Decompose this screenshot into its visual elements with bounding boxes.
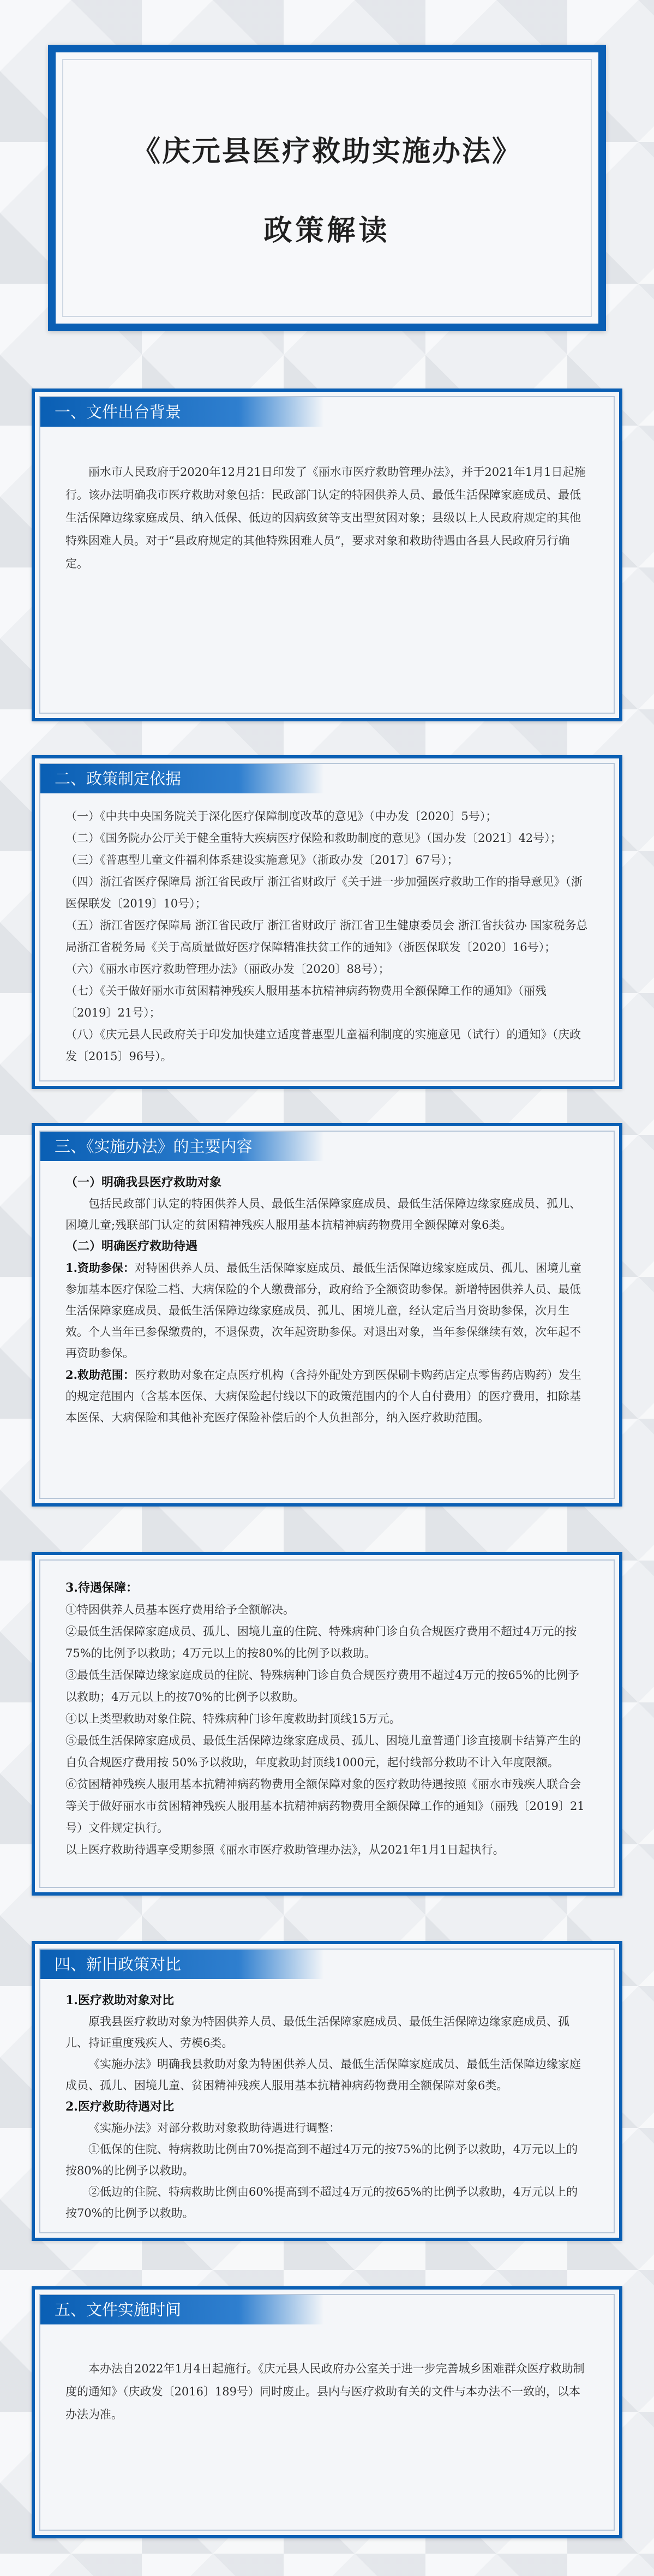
list-item: （六）《丽水市医疗救助管理办法》（丽政办发〔2020〕88号）； [65,963,390,976]
item-label: 1.资助参保： [65,1261,135,1275]
item-text: 医疗救助对象在定点医疗机构（含持外配处方到医保刷卡购药店定点零售药店购药）发生的规定范围内（含基本医保、大病保险起付线以下的政策范围内的个人自付费用）的医疗费用，扣除基本医保、大病保险和其他补充医疗保险补偿后的个人负担部分，纳入医疗救助范围。 [65,1368,581,1424]
list-item: ②最低生活保障家庭成员、孤儿、困境儿童的住院、特殊病种门诊自负合规医疗费用不超过4万元的按75%的比例予以救助；4万元以上的按80%的比例予以救助。 [65,1625,577,1660]
section-body [65,1172,589,1429]
list-item: ④以上类型救助对象住院、特殊病种门诊年度救助封顶线15万元。 [65,1712,401,1725]
section-heading: 三、《实施办法》的主要内容 [40,1132,324,1161]
section-heading: 五、文件实施时间 [40,2295,324,2324]
title-box [48,45,606,331]
subheading: 3.待遇保障： [65,1581,138,1595]
section-body [65,1990,589,2224]
list-item: ⑤最低生活保障家庭成员、最低生活保障边缘家庭成员、孤儿、困境儿童普通门诊直接刷卡结算产生的自负合规医疗费用按 50%予以救助，年度救助封顶线1000元，起付线部分救助不计入年度限额。 [65,1734,581,1769]
list-item: （七）《关于做好丽水市贫困精神残疾人服用基本抗精神病药物费用全额保障工作的通知》（丽残〔2019〕21号）； [65,984,547,1019]
paragraph: 《实施办法》明确我县救助对象为特困供养人员、最低生活保障家庭成员、最低生活保障边缘家庭成员、孤儿、困境儿童、贫困精神残疾人服用基本抗精神病药物费用全额保障对象6类。 [65,2058,581,2092]
page-title: 《庆元县医疗救助实施办法》 [131,135,522,168]
item-text: 对特困供养人员、最低生活保障家庭成员、最低生活保障边缘家庭成员、孤儿、困境儿童参加基本医疗保险二档、大病保险的个人缴费部分，政府给予全额资助参保。新增特困供养人员、最低生活保障家庭成员、最低生活保障边缘家庭成员、孤儿、困境儿童，经认定后当月资助参保，次月生效。个人当年已参保缴费的，不退保费，次年起资助参保。对退出对象，当年参保继续有效，次年起不再资助参保。 [65,1262,581,1360]
section-body [65,1577,589,1861]
section-heading: 一、文件出台背景 [40,397,324,427]
paragraph: ①低保的住院、特病救助比例由70%提高到不超过4万元的按75%的比例予以救助，4万元以上的按80%的比例予以救助。 [65,2143,578,2177]
section-effective-date [32,2286,622,2538]
paragraph [65,1364,589,1429]
section-body [65,2357,589,2426]
subheading: （一）明确我县医疗救助对象 [65,1175,222,1190]
list-item: （三）《普惠型儿童文件福利体系建设实施意见》（浙政办发〔2017〕67号）； [65,853,459,866]
subheading: （二）明确医疗救助待遇 [65,1239,198,1253]
section-comparison [32,1941,622,2241]
list-item: （八）《庆元县人民政府关于印发加快建立适度普惠型儿童福利制度的实施意见（试行）的通知》（庆政发〔2015〕96号）。 [65,1028,581,1063]
section-background [32,389,622,721]
paragraph: 以上医疗救助待遇享受期参照《丽水市医疗救助管理办法》，从2021年1月1日起执行。 [65,1843,505,1856]
section-body [65,461,589,575]
paragraph: 《实施办法》对部分救助对象救助待遇进行调整： [88,2121,340,2135]
section-heading: 二、政策制定依据 [40,764,324,793]
list-item: ⑥贫困精神残疾人服用基本抗精神病药物费用全额保障对象的医疗救助待遇按照《丽水市残疾人联合会等关于做好丽水市贫困精神残疾人服用基本抗精神病药物费用全额保障工作的通知》（丽残〔2019〕21号）文件规定执行。 [65,1778,585,1834]
list-item: （二）《国务院办公厅关于健全重特大疾病医疗保险和救助制度的意见》（国办发〔2021〕42号）； [65,832,562,845]
list-item: ①特困供养人员基本医疗费用给予全额解决。 [65,1603,295,1616]
list-item: ③最低生活保障边缘家庭成员的住院、特殊病种门诊自负合规医疗费用不超过4万元的按65%的比例予以救助；4万元以上的按70%的比例予以救助。 [65,1669,580,1704]
paragraph [65,1257,589,1364]
paragraph: 丽水市人民政府于2020年12月21日印发了《丽水市医疗救助管理办法》，并于2021年1月1日起施行。该办法明确我市医疗救助对象包括：民政部门认定的特困供养人员、最低生活保障家庭成员、最低生活保障边缘家庭成员、纳入低保、低边的因病致贫等支出型贫困对象；县级以上人民政府规定的其他特殊困难人员。对于“县政府规定的其他特殊困难人员”，要求对象和救助待遇由各县人民政府另行确定。 [65,465,586,570]
subheading: 2.医疗救助待遇对比 [65,2100,174,2114]
basis-list [65,805,589,1067]
paragraph: 原我县医疗救助对象为特困供养人员、最低生活保障家庭成员、最低生活保障边缘家庭成员、孤儿、持证重度残疾人、劳模6类。 [65,2015,569,2049]
paragraph: ②低边的住院、特病救助比例由60%提高到不超过4万元的按65%的比例予以救助，4万元以上的按70%的比例予以救助。 [65,2185,578,2220]
section-heading: 四、新旧政策对比 [40,1950,324,1979]
section-benefits [32,1552,622,1896]
subheading: 1.医疗救助对象对比 [65,1993,174,2007]
title-inner-border [62,59,592,317]
page-subtitle: 政策解读 [263,214,391,247]
list-item: （一）《中共中央国务院关于深化医疗保障制度改革的意见》（中办发〔2020〕5号）； [65,810,497,823]
list-item: （四）浙江省医疗保障局 浙江省民政厅 浙江省财政厅《关于进一步加强医疗救助工作的指导意见》（浙医保联发〔2019〕10号）； [65,875,583,910]
section-content [32,1123,622,1507]
paragraph: 本办法自2022年1月4日起施行。《庆元县人民政府办公室关于进一步完善城乡困难群众医疗救助制度的通知》（庆政发〔2016〕189号）同时废止。县内与医疗救助有关的文件与本办法不一致的，以本办法为准。 [65,2362,585,2421]
section-basis [32,755,622,1089]
list-item: （五）浙江省医疗保障局 浙江省民政厅 浙江省财政厅 浙江省卫生健康委员会 浙江省扶贫办 国家税务总局浙江省税务局《关于高质量做好医疗保障精准扶贫工作的通知》（浙医保联发〔2020〕16号）； [65,919,588,954]
paragraph: 包括民政部门认定的特困供养人员、最低生活保障家庭成员、最低生活保障边缘家庭成员、孤儿、困境儿童;残联部门认定的贫困精神残疾人服用基本抗精神病药物费用全额保障对象6类。 [65,1197,581,1232]
item-label: 2.救助范围： [65,1368,135,1382]
